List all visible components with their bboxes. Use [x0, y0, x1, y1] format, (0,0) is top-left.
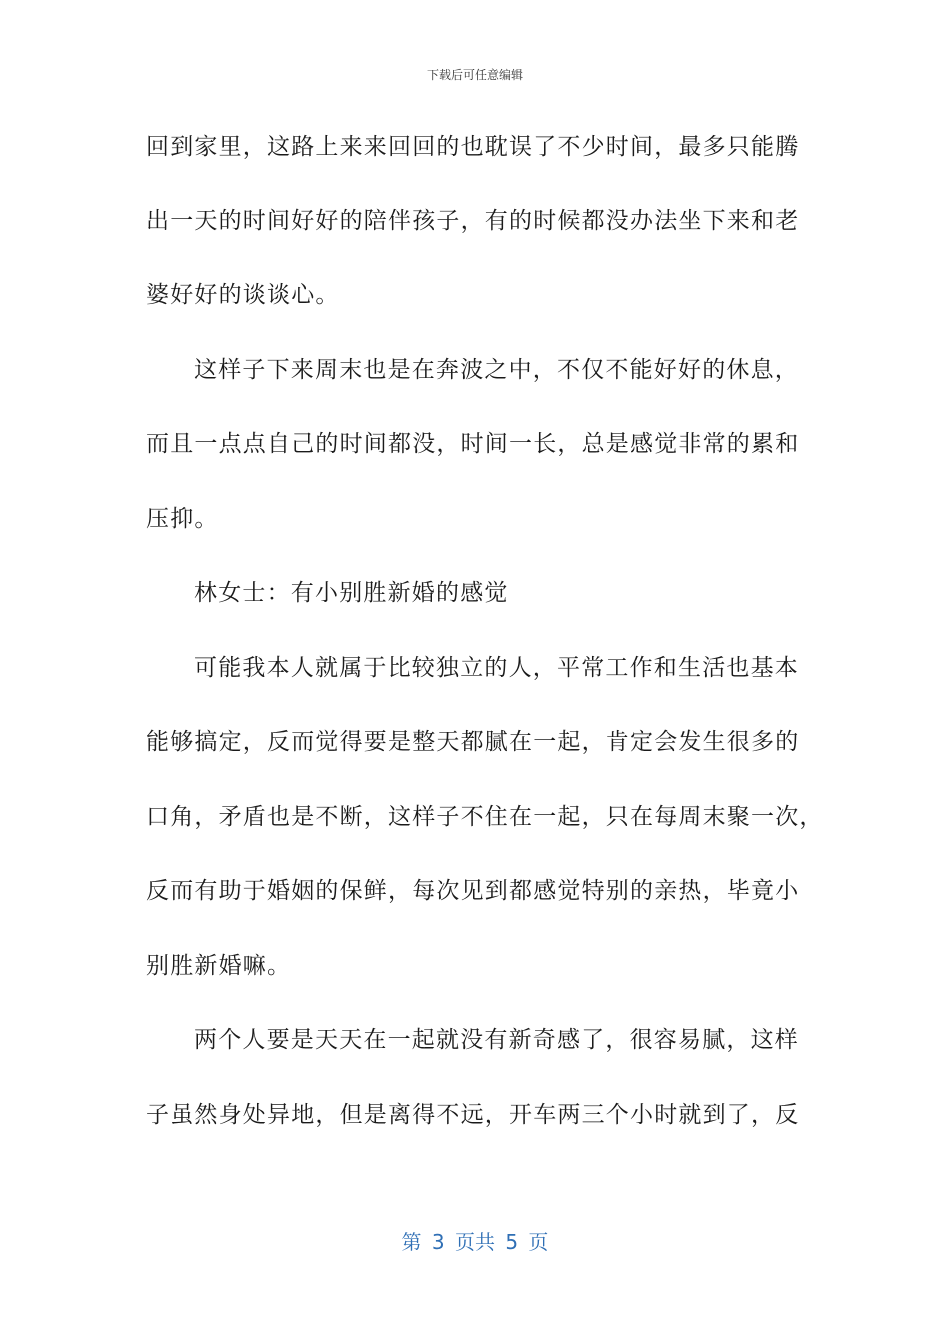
body-line-2: 出一天的时间好好的陪伴孩子，有的时候都没办法坐下来和老: [146, 208, 800, 234]
body-line-8: 可能我本人就属于比较独立的人，平常工作和生活也基本: [194, 655, 799, 681]
body-line-3: 婆好好的谈谈心。: [146, 282, 340, 308]
body-line-12: 别胜新婚嘛。: [146, 953, 292, 979]
body-line-10: 口角，矛盾也是不断，这样子不住在一起，只在每周末聚一次，: [146, 804, 824, 830]
body-line-14: 子虽然身处异地，但是离得不远，开车两三个小时就到了，反: [146, 1102, 800, 1128]
body-line-9: 能够搞定，反而觉得要是整天都腻在一起，肯定会发生很多的: [146, 729, 800, 755]
body-line-1: 回到家里，这路上来来回回的也耽误了不少时间，最多只能腾: [146, 134, 800, 160]
body-line-5: 而且一点点自己的时间都没，时间一长，总是感觉非常的累和: [146, 431, 800, 457]
body-line-6: 压抑。: [146, 506, 219, 532]
section-heading: 林女士：有小别胜新婚的感觉: [194, 580, 509, 606]
body-line-11: 反而有助于婚姻的保鲜，每次见到都感觉特别的亲热，毕竟小: [146, 878, 800, 904]
body-line-13: 两个人要是天天在一起就没有新奇感了，很容易腻，这样: [194, 1027, 799, 1053]
page-header: 下载后可任意编辑: [426, 68, 523, 82]
page-number-footer: 第 3 页共 5 页: [401, 1230, 549, 1254]
body-line-4: 这样子下来周末也是在奔波之中，不仅不能好好的休息，: [194, 357, 799, 383]
